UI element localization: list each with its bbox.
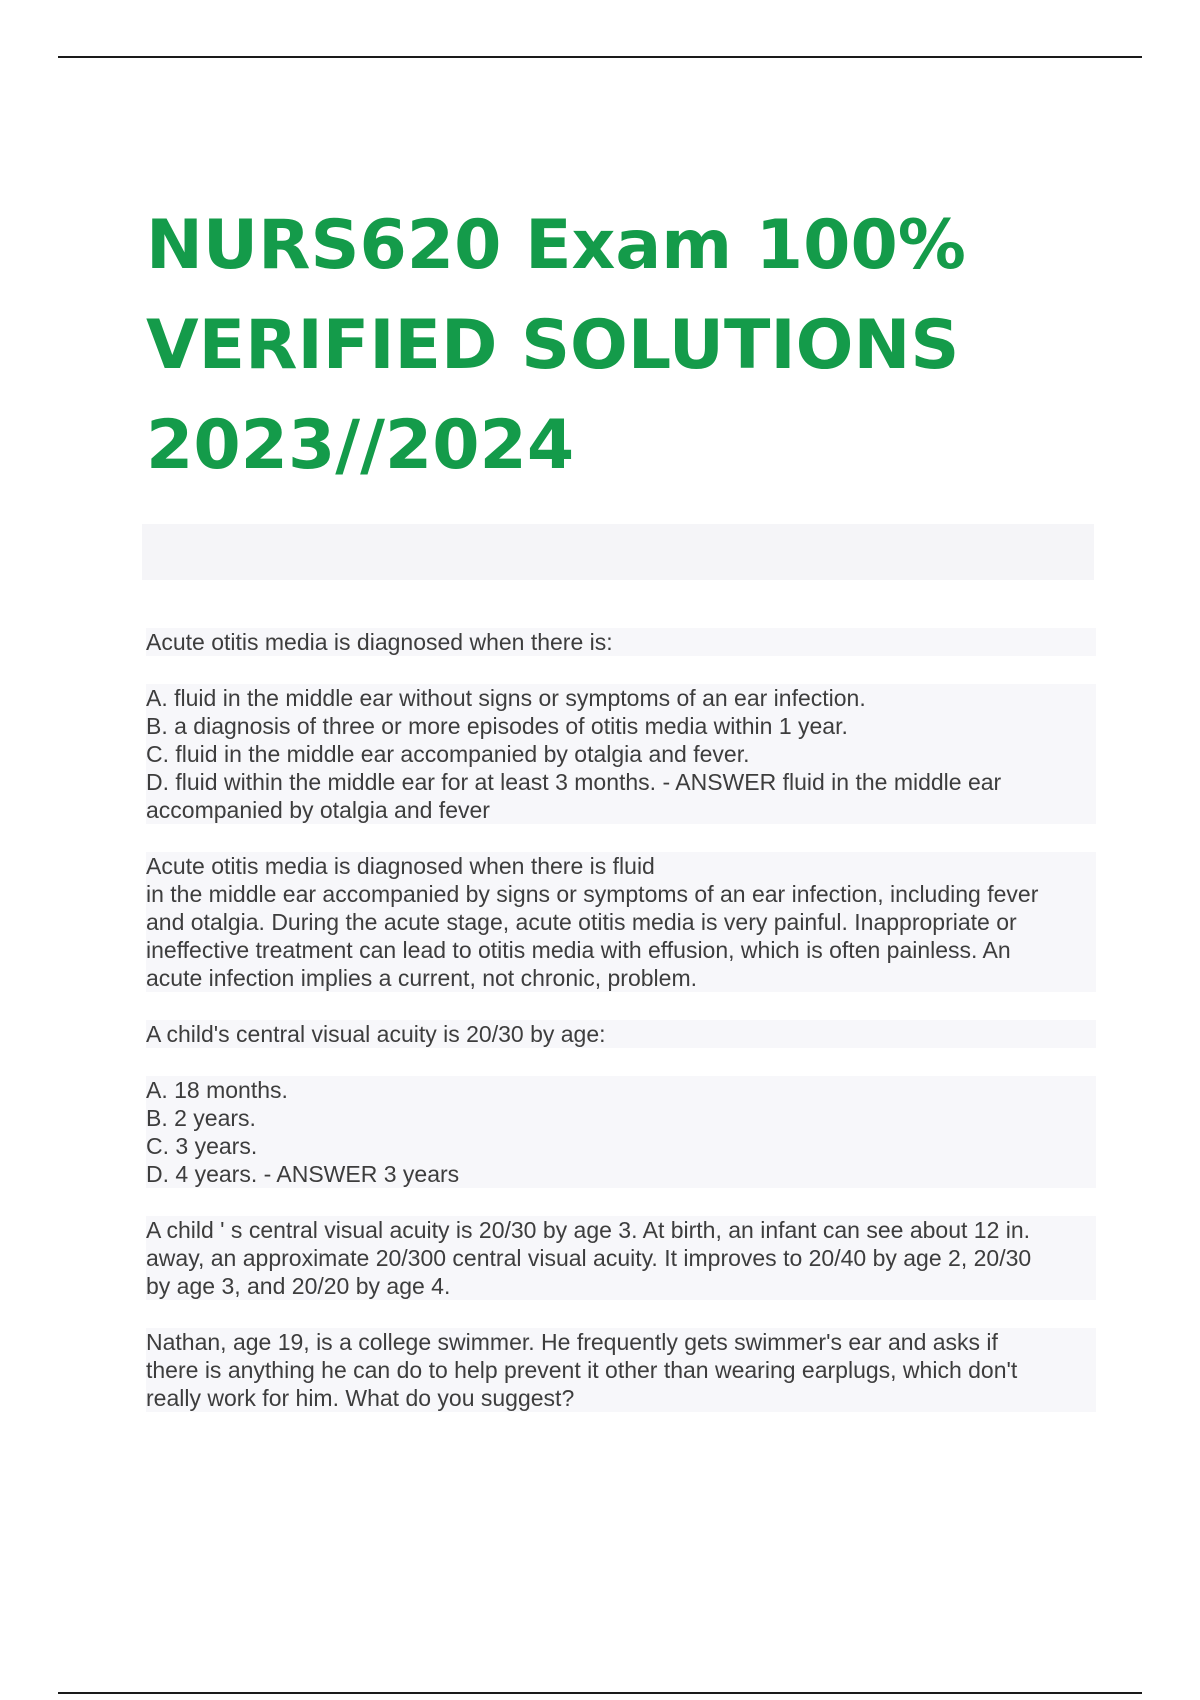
option-b: B. a diagnosis of three or more episodes of otitis media within 1 year. <box>146 712 1096 740</box>
document-body <box>146 628 1096 1440</box>
option-c: C. fluid in the middle ear accompanied by otalgia and fever. <box>146 740 1096 768</box>
question-text: Nathan, age 19, is a college swimmer. He frequently gets swimmer's ear and asks if <box>146 1328 1096 1356</box>
question-3 <box>146 1328 1096 1412</box>
title-line: NURS620 Exam 100% <box>146 206 966 285</box>
option-a: A. 18 months. <box>146 1076 1096 1104</box>
question-1-options <box>146 684 1096 824</box>
shaded-band <box>142 524 1094 580</box>
option-c: C. 3 years. <box>146 1132 1096 1160</box>
question-2-explanation <box>146 1216 1096 1300</box>
explanation-line: away, an approximate 20/300 central visual acuity. It improves to 20/40 by age 2, 20/30 <box>146 1244 1096 1272</box>
option-b: B. 2 years. <box>146 1104 1096 1132</box>
title-line: VERIFIED SOLUTIONS <box>146 306 960 385</box>
title-line: 2023//2024 <box>146 406 575 485</box>
bottom-rule <box>58 1692 1142 1694</box>
option-a: A. fluid in the middle ear without signs or symptoms of an ear infection. <box>146 684 1096 712</box>
question-text: A child's central visual acuity is 20/30 by age: <box>146 1020 1096 1048</box>
answer-continuation: accompanied by otalgia and fever <box>146 796 1096 824</box>
explanation-line: in the middle ear accompanied by signs or symptoms of an ear infection, including fever <box>146 880 1096 908</box>
document-title <box>146 196 966 496</box>
explanation-line: acute infection implies a current, not chronic, problem. <box>146 964 1096 992</box>
explanation-line: Acute otitis media is diagnosed when there is fluid <box>146 852 1096 880</box>
question-1-explanation <box>146 852 1096 992</box>
option-d-answer: D. fluid within the middle ear for at least 3 months. - ANSWER fluid in the middle ear <box>146 768 1096 796</box>
explanation-line: A child ' s central visual acuity is 20/30 by age 3. At birth, an infant can see about 12 in. <box>146 1216 1096 1244</box>
question-1 <box>146 628 1096 656</box>
option-d-answer: D. 4 years. - ANSWER 3 years <box>146 1160 1096 1188</box>
question-text: there is anything he can do to help prevent it other than wearing earplugs, which don't <box>146 1356 1096 1384</box>
question-text: Acute otitis media is diagnosed when there is: <box>146 628 1096 656</box>
question-2-options <box>146 1076 1096 1188</box>
explanation-line: ineffective treatment can lead to otitis media with effusion, which is often painless. An <box>146 936 1096 964</box>
explanation-line: and otalgia. During the acute stage, acute otitis media is very painful. Inappropriate or <box>146 908 1096 936</box>
question-2 <box>146 1020 1096 1048</box>
question-text: really work for him. What do you suggest? <box>146 1384 1096 1412</box>
explanation-line: by age 3, and 20/20 by age 4. <box>146 1272 1096 1300</box>
top-rule <box>58 56 1142 58</box>
